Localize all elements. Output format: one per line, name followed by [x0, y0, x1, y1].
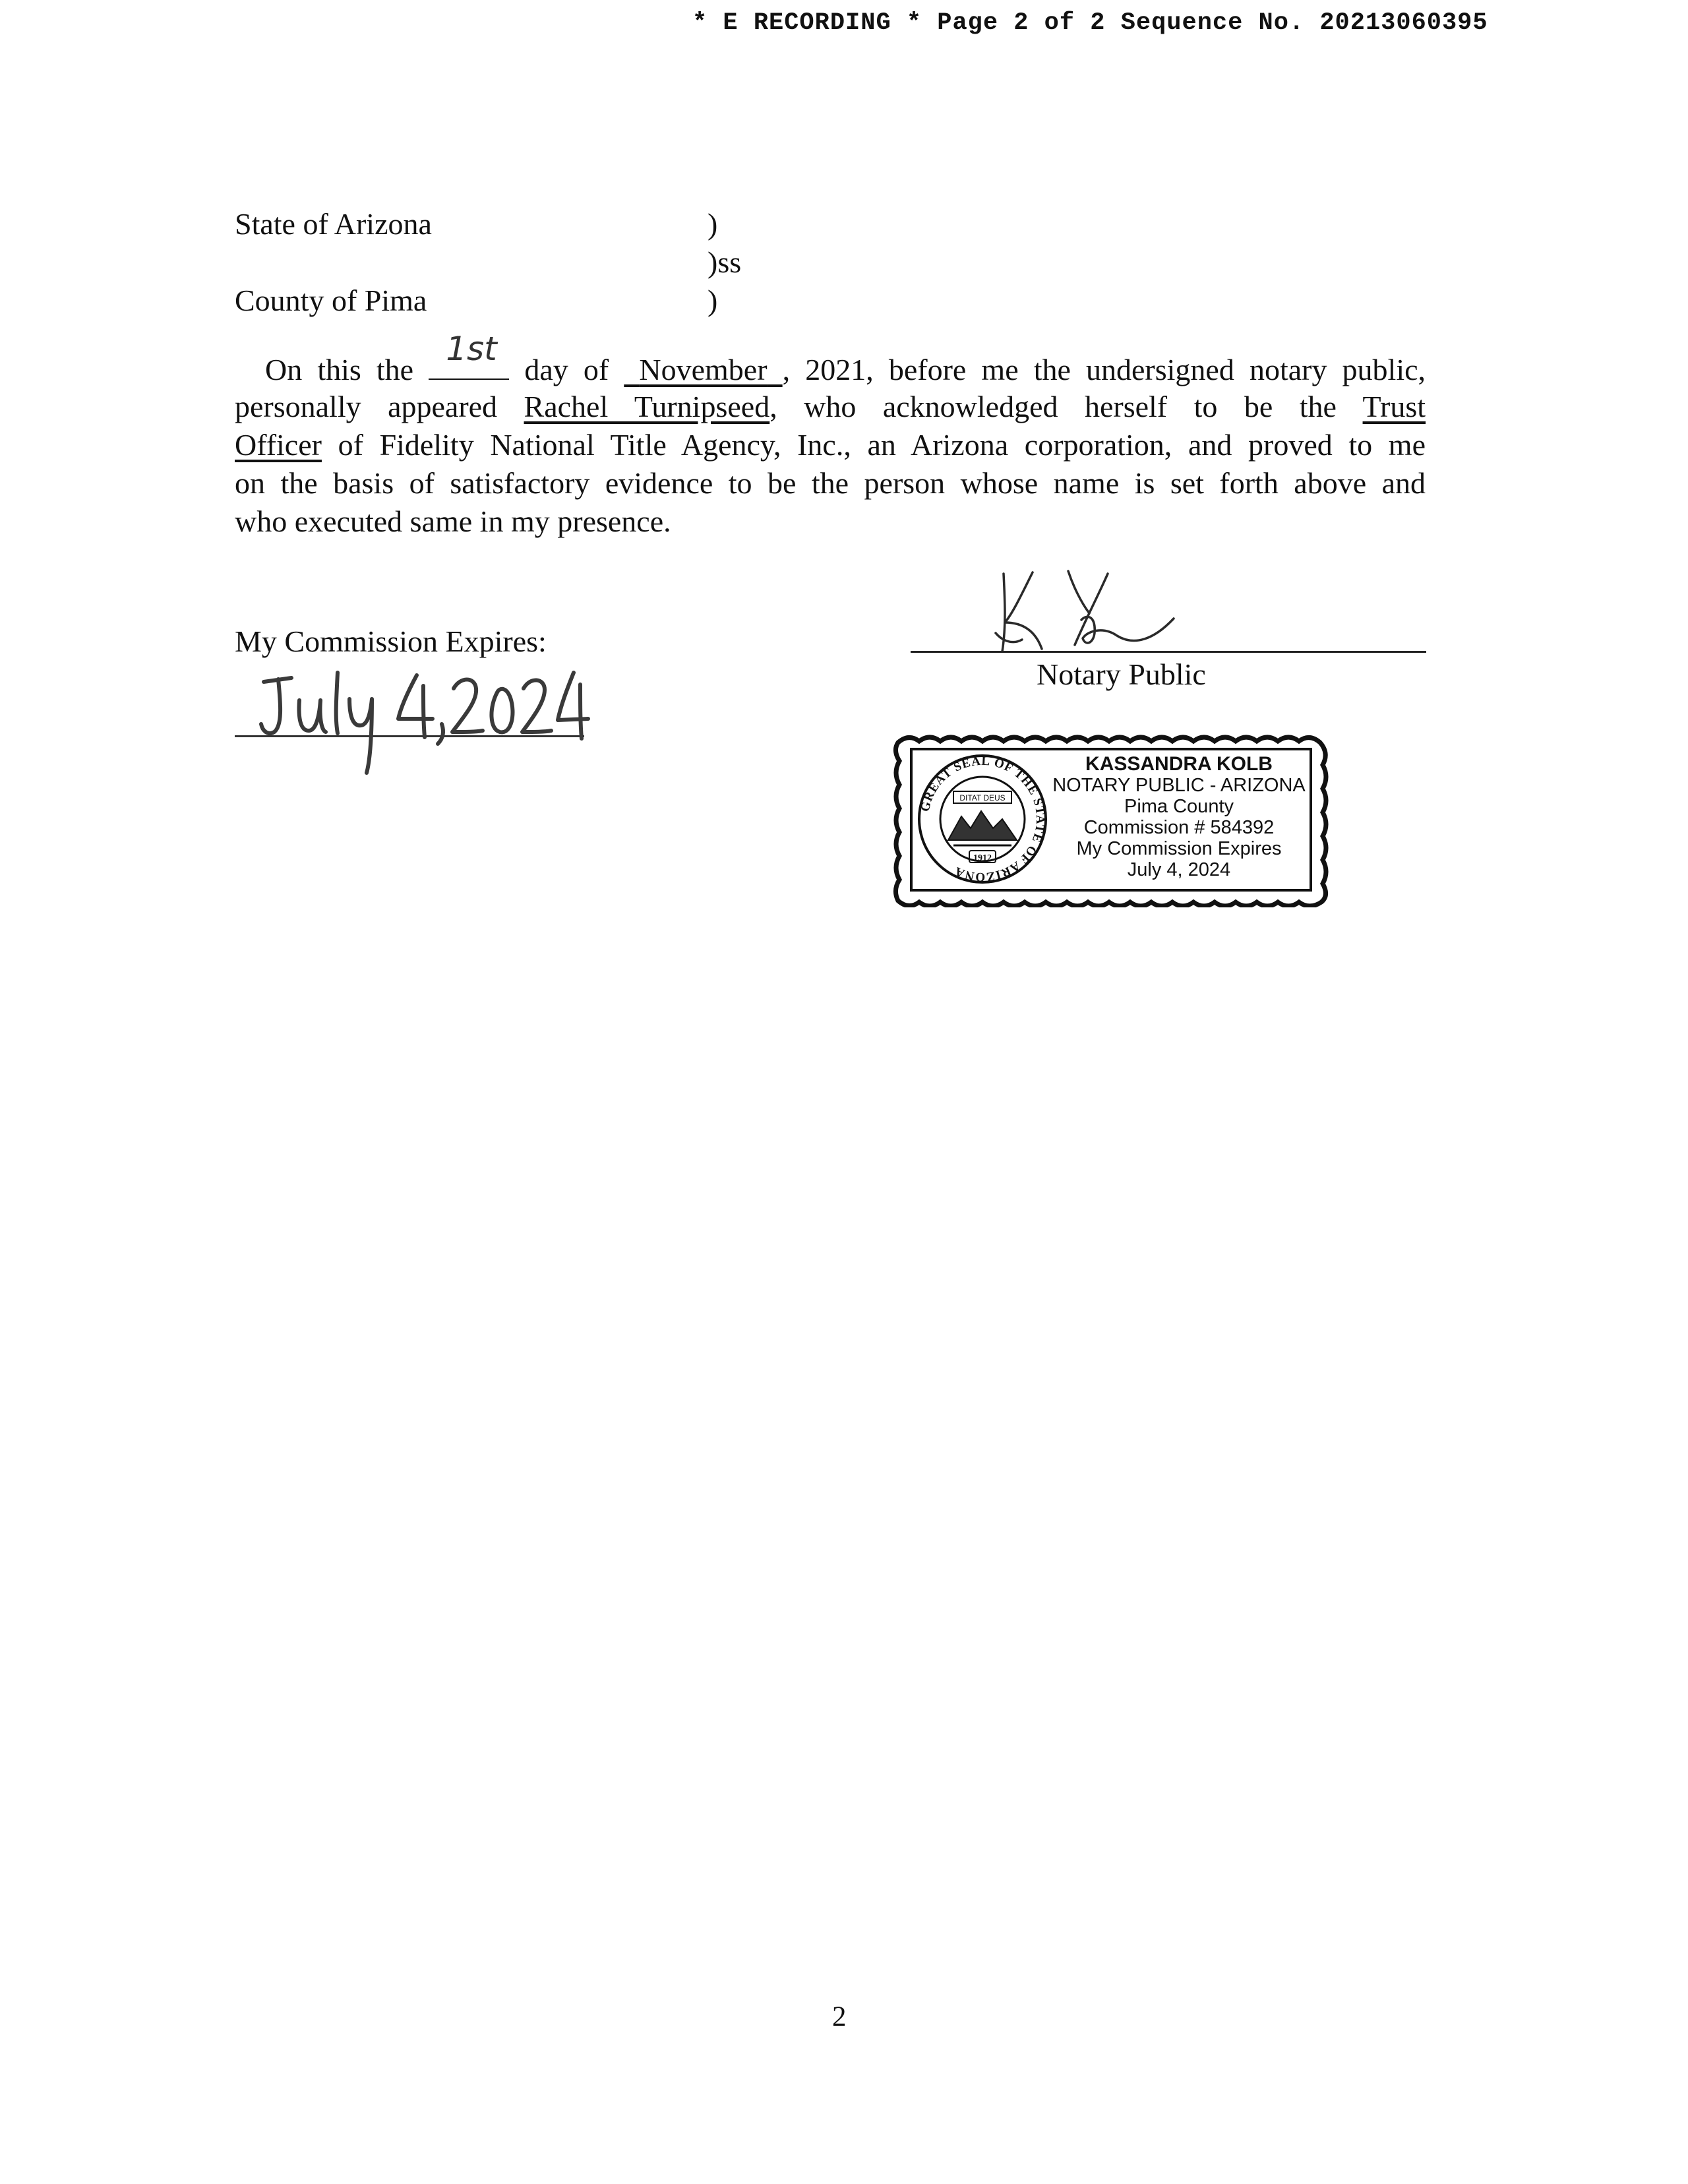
ack-on-this-the: On this the — [265, 353, 414, 386]
venue-county: County of Pima — [235, 284, 427, 317]
page-number: 2 — [832, 2001, 847, 2032]
day-handwritten: 1st — [446, 330, 497, 368]
venue-paren-bottom: ) — [708, 284, 718, 317]
ack-company-clause: of Fidelity National Title Agency, Inc., an Arizona corporation, and proved to me — [338, 428, 1426, 462]
ack-line-4: on the basis of satisfactory evidence to be the person whose name is set forth above and — [235, 466, 1426, 500]
ack-year-clause: , 2021, before me the undersigned notary public, — [782, 353, 1426, 386]
acknowledgment-paragraph — [235, 330, 1426, 541]
recording-header: * E RECORDING * Page 2 of 2 Sequence No. 20213060395 — [692, 9, 1488, 37]
venue-paren-top: ) — [708, 207, 718, 241]
ack-day-of: day of — [524, 353, 609, 386]
notary-signature — [976, 567, 1193, 656]
ack-title-officer: Officer — [235, 428, 322, 462]
seal-outer-text: GREAT SEAL OF THE STATE OF ARIZONA — [918, 754, 1048, 884]
stamp-commission-number: Commission # 584392 — [1083, 817, 1275, 838]
venue-state: State of Arizona — [235, 207, 432, 241]
notary-public-label: Notary Public — [1037, 657, 1206, 691]
ack-acknowledged: , who acknowledged herself to be the — [769, 390, 1337, 423]
ack-line-1 — [235, 330, 1426, 388]
ack-line-2 — [235, 388, 1426, 426]
seal-year: 1912 — [973, 853, 992, 863]
commission-date-text: July 4, 2024 — [251, 666, 254, 667]
signature-line — [911, 651, 1426, 653]
ack-line-5: who executed same in my presence. — [235, 504, 671, 538]
stamp-notary-name: KASSANDRA KOLB — [1085, 753, 1273, 775]
ack-title-trust: Trust — [1362, 390, 1426, 423]
commission-expires-label: My Commission Expires: — [235, 624, 547, 658]
day-blank — [429, 330, 509, 380]
stamp-expires-date: July 4, 2024 — [1127, 859, 1231, 880]
stamp-text-block — [1042, 754, 1315, 880]
ack-month: November — [639, 353, 768, 386]
ack-personally-appeared: personally appeared — [235, 390, 498, 423]
ack-line-3 — [235, 426, 1426, 464]
ack-person-name: Rachel Turnipseed — [524, 390, 770, 423]
stamp-county: Pima County — [1124, 796, 1234, 817]
commission-date-handwritten — [251, 666, 593, 778]
seal-motto: DITAT DEUS — [959, 793, 1006, 803]
venue-paren-ss: )ss — [708, 245, 742, 279]
stamp-expires-label: My Commission Expires — [1076, 838, 1282, 859]
stamp-notary-title: NOTARY PUBLIC - ARIZONA — [1052, 775, 1306, 796]
